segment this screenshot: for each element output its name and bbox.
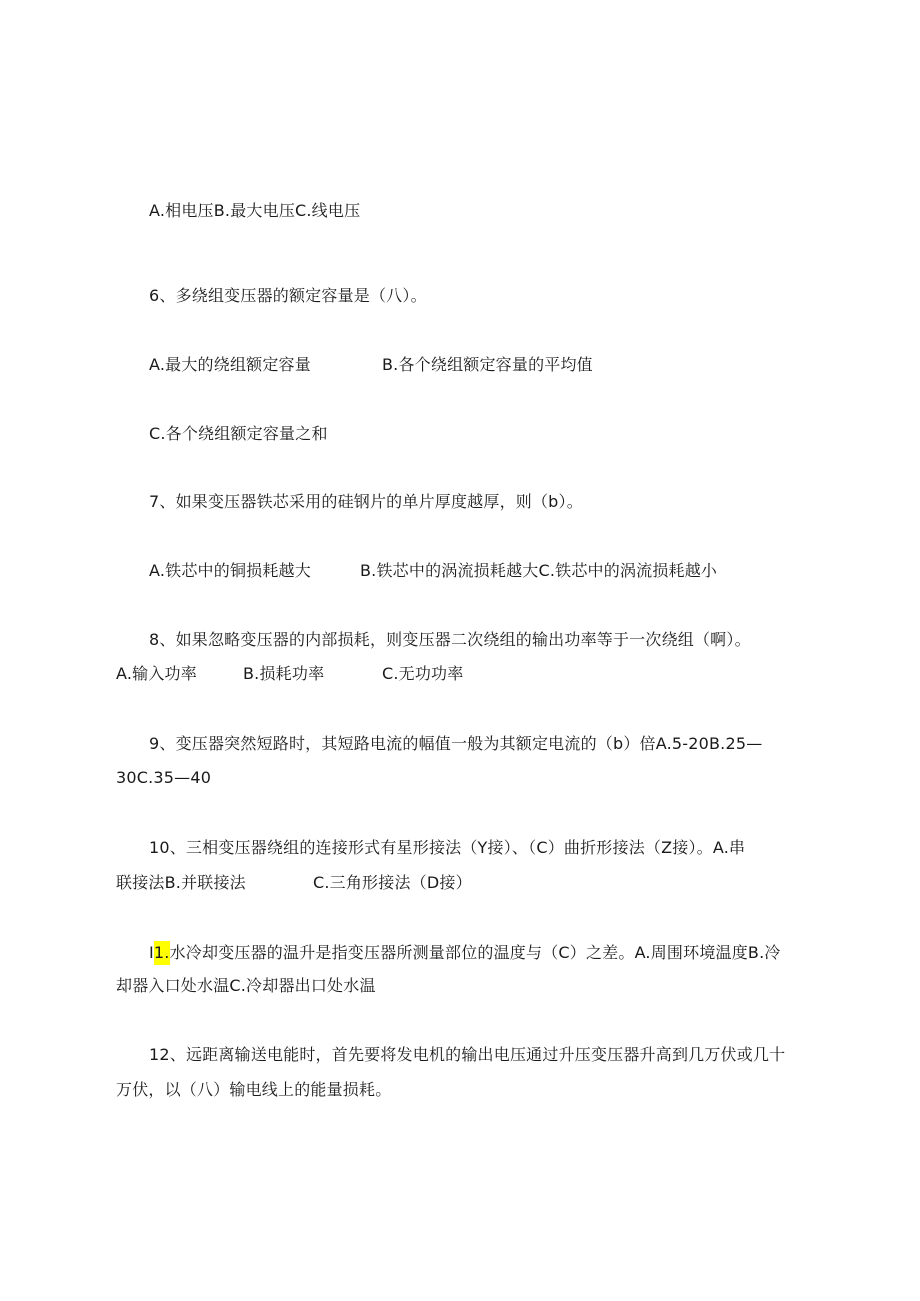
q9-question-line1: 9、变压器突然短路时，其短路电流的幅值一般为其额定电流的（b）倍A.5-20B.25— [149, 734, 763, 753]
q7-option-a: A.铁芯中的铜损耗越大 [149, 561, 311, 580]
q12-question-line2: 万伏，以（八）输电线上的能量损耗。 [116, 1080, 392, 1099]
q11-prefix: I [149, 943, 154, 962]
q11-question-line2: 却器入口处水温C.冷却器出口处水温 [116, 976, 376, 995]
q8-option-a: A.输入功率 [116, 664, 197, 683]
q11-question-line1 [149, 941, 781, 965]
q7-options [149, 561, 718, 581]
q8-option-c: C.无功功率 [382, 664, 464, 683]
q5-options: A.相电压B.最大电压C.线电压 [149, 201, 361, 220]
q6-question: 6、多绕组变压器的额定容量是（八）。 [149, 286, 427, 305]
q6-option-b: B.各个绕组额定容量的平均值 [382, 355, 593, 374]
q10-question-line2 [116, 873, 472, 893]
q10-option-ab: 联接法B.并联接法 [116, 873, 246, 892]
q8-question: 8、如果忽略变压器的内部损耗，则变压器二次绕组的输出功率等于一次绕组（啊）。 [149, 630, 751, 649]
q10-question-line1: 10、三相变压器绕组的连接形式有星形接法（Y接）、（C）曲折形接法（Z接）。A.串 [149, 838, 746, 857]
q9-question-line2: 30C.35—40 [116, 768, 212, 787]
q7-question: 7、如果变压器铁芯采用的硅钢片的单片厚度越厚，则（b）。 [149, 492, 583, 511]
q6-option-c: C.各个绕组额定容量之和 [149, 424, 328, 443]
q6-options-ab [149, 355, 593, 375]
q6-option-a: A.最大的绕组额定容量 [149, 355, 311, 374]
q12-question-line1: 12、远距离输送电能时，首先要将发电机的输出电压通过升压变压器升高到几万伏或几十 [149, 1045, 786, 1064]
q10-option-c: C.三角形接法（D接） [313, 873, 472, 892]
q8-options [116, 664, 464, 684]
q8-option-b: B.损耗功率 [243, 664, 325, 683]
q11-highlight: 1. [154, 941, 170, 965]
q11-text: 水冷却变压器的温升是指变压器所测量部位的温度与（C）之差。A.周围环境温度B.冷 [169, 943, 781, 962]
q7-option-bc: B.铁芯中的涡流损耗越大C.铁芯中的涡流损耗越小 [360, 561, 718, 580]
